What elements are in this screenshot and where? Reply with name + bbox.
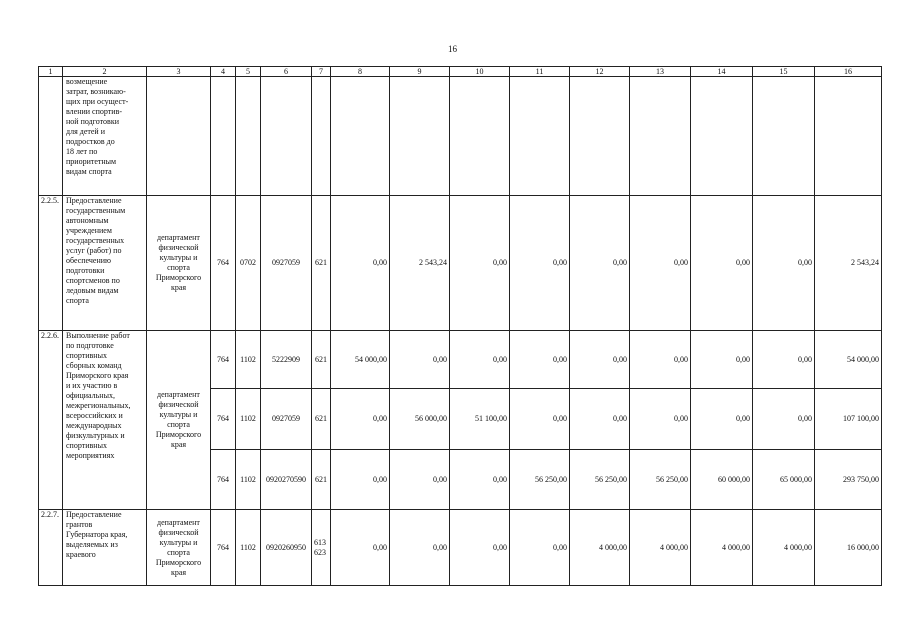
item-number: 2.2.6. <box>39 331 63 510</box>
value-cell: 54 000,00 <box>815 331 882 389</box>
budget-table <box>38 66 882 586</box>
code-cell: 0920260950 <box>261 510 312 586</box>
code-cell: 621 <box>312 389 331 450</box>
value-cell: 0,00 <box>510 331 570 389</box>
value-cell: 4 000,00 <box>630 510 691 586</box>
header-cell: 16 <box>815 67 882 77</box>
header-cell: 3 <box>147 67 211 77</box>
header-cell: 9 <box>390 67 450 77</box>
item-number: 2.2.5. <box>39 196 63 331</box>
value-cell: 4 000,00 <box>570 510 630 586</box>
value-cell: 0,00 <box>450 450 510 510</box>
header-cell: 11 <box>510 67 570 77</box>
item-description: Предоставление грантов Губернатора края, выделяемых из краевого <box>63 510 147 586</box>
value-cell: 107 100,00 <box>815 389 882 450</box>
value-cell: 0,00 <box>390 331 450 389</box>
value-cell: 0,00 <box>691 196 753 331</box>
code-cell: 764 <box>211 450 236 510</box>
code-cell: 764 <box>211 196 236 331</box>
value-cell: 0,00 <box>691 331 753 389</box>
item-description: Выполнение работ по подготовке спортивных сборных команд Приморского края и их участию в официальных, межрегиональных, всероссийских и международных физкультурных и спортивных мероприятиях <box>63 331 147 510</box>
code-cell: 764 <box>211 510 236 586</box>
header-cell: 4 <box>211 67 236 77</box>
value-cell: 0,00 <box>390 450 450 510</box>
header-cell: 14 <box>691 67 753 77</box>
table-row-continuation <box>39 77 882 196</box>
value-cell: 0,00 <box>510 510 570 586</box>
code-cell: 0702 <box>236 196 261 331</box>
code-cell: 1102 <box>236 510 261 586</box>
header-cell: 13 <box>630 67 691 77</box>
value-cell: 0,00 <box>331 510 390 586</box>
value-cell: 0,00 <box>691 389 753 450</box>
value-cell: 0,00 <box>450 510 510 586</box>
department: департамент физической культуры и спорта Приморского края <box>147 196 211 331</box>
code-cell: 621 <box>312 196 331 331</box>
value-cell: 0,00 <box>570 331 630 389</box>
code-cell: 0927059 <box>261 389 312 450</box>
header-row <box>39 67 882 77</box>
header-cell: 15 <box>753 67 815 77</box>
value-cell: 56 250,00 <box>630 450 691 510</box>
table-row-2-2-6 <box>39 331 882 389</box>
header-cell: 7 <box>312 67 331 77</box>
value-cell: 293 750,00 <box>815 450 882 510</box>
code-cell: 764 <box>211 331 236 389</box>
value-cell: 0,00 <box>630 196 691 331</box>
item-description: Предоставление государственным автономным учреждением государственных услуг (работ) по обеспечению подготовки спортсменов по ледовым видам спорта <box>63 196 147 331</box>
header-cell: 10 <box>450 67 510 77</box>
header-cell: 2 <box>63 67 147 77</box>
code-cell: 621 <box>312 450 331 510</box>
code-cell: 0920270590 <box>261 450 312 510</box>
code-cell: 0927059 <box>261 196 312 331</box>
value-cell: 0,00 <box>331 450 390 510</box>
code-cell: 613 623 <box>312 510 331 586</box>
code-cell: 5222909 <box>261 331 312 389</box>
value-cell: 16 000,00 <box>815 510 882 586</box>
header-cell: 1 <box>39 67 63 77</box>
page-number: 16 <box>448 44 457 54</box>
header-cell: 12 <box>570 67 630 77</box>
header-cell: 5 <box>236 67 261 77</box>
header-cell: 6 <box>261 67 312 77</box>
value-cell: 0,00 <box>630 389 691 450</box>
value-cell: 0,00 <box>331 389 390 450</box>
table-row-2-2-5 <box>39 196 882 331</box>
value-cell: 0,00 <box>570 389 630 450</box>
value-cell: 51 100,00 <box>450 389 510 450</box>
value-cell: 2 543,24 <box>815 196 882 331</box>
value-cell: 0,00 <box>510 196 570 331</box>
value-cell: 56 250,00 <box>570 450 630 510</box>
value-cell: 0,00 <box>630 331 691 389</box>
value-cell: 0,00 <box>753 389 815 450</box>
value-cell: 56 250,00 <box>510 450 570 510</box>
value-cell: 0,00 <box>450 331 510 389</box>
value-cell: 54 000,00 <box>331 331 390 389</box>
value-cell: 0,00 <box>753 331 815 389</box>
value-cell: 0,00 <box>331 196 390 331</box>
value-cell: 0,00 <box>570 196 630 331</box>
value-cell: 2 543,24 <box>390 196 450 331</box>
value-cell: 4 000,00 <box>753 510 815 586</box>
code-cell: 1102 <box>236 331 261 389</box>
value-cell: 0,00 <box>753 196 815 331</box>
code-cell: 1102 <box>236 450 261 510</box>
code-cell: 764 <box>211 389 236 450</box>
header-cell: 8 <box>331 67 390 77</box>
code-cell: 621 <box>312 331 331 389</box>
item-number: 2.2.7. <box>39 510 63 586</box>
value-cell: 60 000,00 <box>691 450 753 510</box>
value-cell: 65 000,00 <box>753 450 815 510</box>
value-cell: 56 000,00 <box>390 389 450 450</box>
department: департамент физической культуры и спорта Приморского края <box>147 510 211 586</box>
table-row-2-2-7 <box>39 510 882 586</box>
value-cell: 0,00 <box>450 196 510 331</box>
code-cell: 1102 <box>236 389 261 450</box>
value-cell: 4 000,00 <box>691 510 753 586</box>
value-cell: 0,00 <box>510 389 570 450</box>
item-description: возмещение затрат, возникаю- щих при осущест- влении спортив- ной подготовки для детей и подростков до 18 лет по приоритетным видам спорта <box>63 77 147 196</box>
value-cell: 0,00 <box>390 510 450 586</box>
department: департамент физической культуры и спорта Приморского края <box>147 331 211 510</box>
